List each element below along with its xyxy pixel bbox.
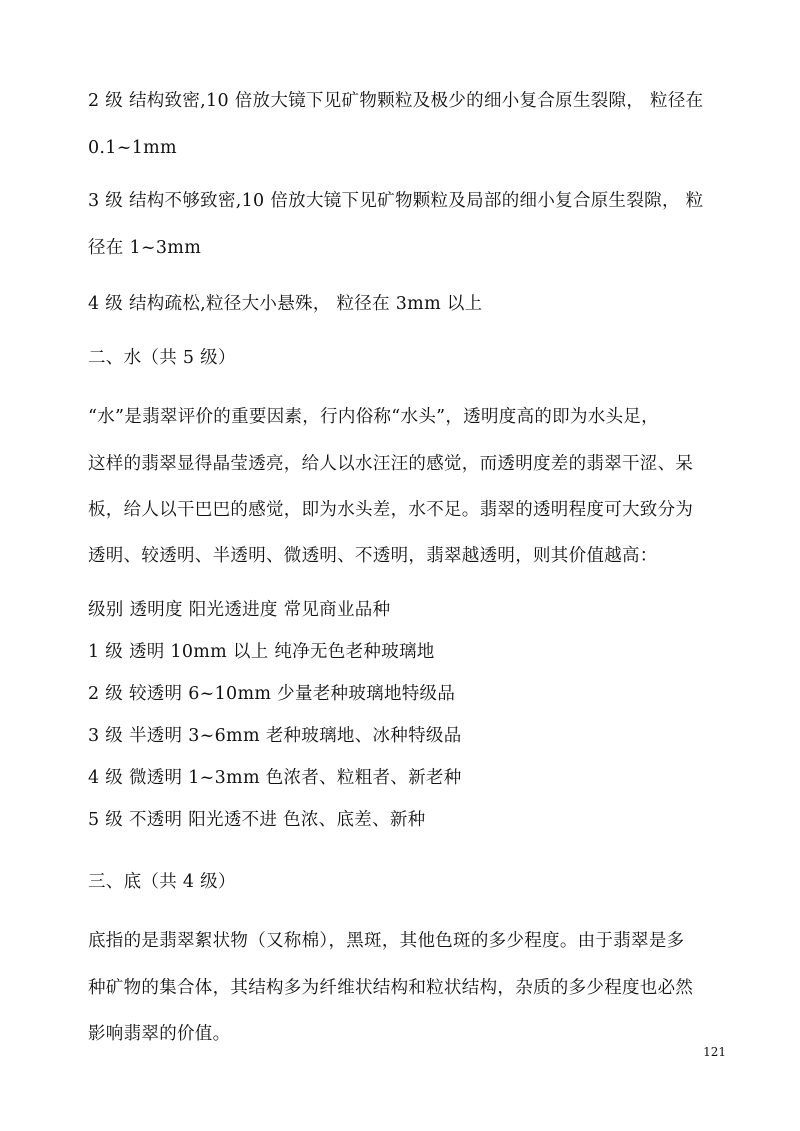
text-line: 0.1~1mm <box>88 138 177 158</box>
text-line: 影响翡翠的价值。 <box>88 1024 231 1044</box>
table-header-row: 级别 透明度 阳光透进度 常见商业品种 <box>88 600 391 620</box>
text-line: 种矿物的集合体，其结构多为纤维状结构和粒状结构，杂质的多少程度也必然 <box>88 978 694 998</box>
page-number: 121 <box>703 1045 726 1059</box>
text-line: “水”是翡翠评价的重要因素，行内俗称“水头”，透明度高的即为水头足， <box>88 407 659 427</box>
text-line: 2 级 结构致密,10 倍放大镜下见矿物颗粒及极少的细小复合原生裂隙， 粒径在 <box>88 91 704 111</box>
table-row: 5 级 不透明 阳光透不进 色浓、底差、新种 <box>88 810 426 830</box>
text-line: 径在 1~3mm <box>88 238 202 258</box>
section-heading-water: 二、水（共 5 级） <box>88 348 236 368</box>
text-line: 3 级 结构不够致密,10 倍放大镜下见矿物颗粒及局部的细小复合原生裂隙， 粒 <box>88 191 704 211</box>
table-row: 2 级 较透明 6~10mm 少量老种玻璃地特级品 <box>88 684 456 704</box>
text-line: 板，给人以干巴巴的感觉，即为水头差，水不足。翡翠的透明程度可大致分为 <box>88 500 694 520</box>
section-heading-base: 三、底（共 4 级） <box>88 872 236 892</box>
text-line: 这样的翡翠显得晶莹透亮，给人以水汪汪的感觉，而透明度差的翡翠干涩、呆 <box>88 454 694 474</box>
table-row: 1 级 透明 10mm 以上 纯净无色老种玻璃地 <box>88 642 435 662</box>
text-line: 透明、较透明、半透明、微透明、不透明，翡翠越透明，则其价值越高： <box>88 546 658 566</box>
text-line: 4 级 结构疏松,粒径大小悬殊， 粒径在 3mm 以上 <box>88 294 483 314</box>
text-line: 底指的是翡翠絮状物（又称棉），黑斑，其他色斑的多少程度。由于翡翠是多 <box>88 931 685 951</box>
table-row: 4 级 微透明 1~3mm 色浓者、粒粗者、新老种 <box>88 768 462 788</box>
table-row: 3 级 半透明 3~6mm 老种玻璃地、冰种特级品 <box>88 726 462 746</box>
